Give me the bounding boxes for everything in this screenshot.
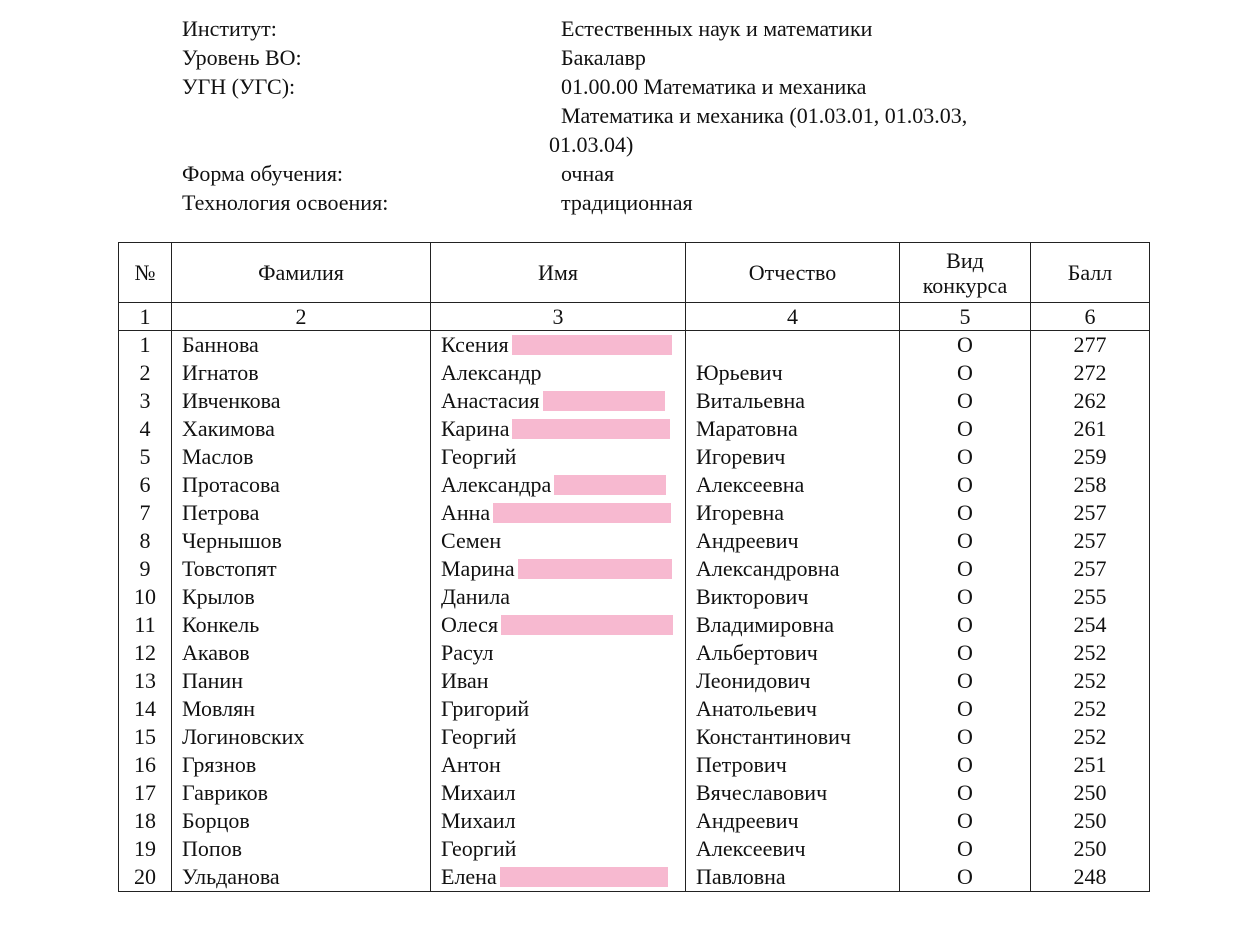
row-name-cell: [431, 415, 686, 443]
row-number: 14: [119, 695, 172, 723]
table-row: [119, 555, 1150, 583]
row-competition-type: О: [900, 471, 1031, 499]
row-surname: Грязнов: [172, 751, 431, 779]
row-number: 2: [119, 359, 172, 387]
row-score: 252: [1031, 667, 1150, 695]
row-name-cell: [431, 695, 686, 723]
row-competition-type: О: [900, 863, 1031, 892]
header-score: Балл: [1031, 243, 1150, 303]
row-name-cell: [431, 667, 686, 695]
row-name-cell: [431, 443, 686, 471]
row-number: 13: [119, 667, 172, 695]
row-surname: Ивченкова: [172, 387, 431, 415]
row-surname: Баннова: [172, 331, 431, 360]
row-name: Александра: [441, 472, 552, 497]
row-name: Михаил: [441, 780, 516, 805]
row-surname: Протасова: [172, 471, 431, 499]
row-score: 258: [1031, 471, 1150, 499]
row-patronymic: Альбертович: [686, 639, 900, 667]
row-name-cell: [431, 751, 686, 779]
form-label: Форма обучения:: [182, 161, 344, 186]
table-header-row: [119, 243, 1150, 303]
institute-label: Институт:: [182, 16, 277, 41]
redaction-mark: [554, 475, 666, 495]
row-name-cell: [431, 863, 686, 892]
row-surname: Петрова: [172, 499, 431, 527]
row-number: 16: [119, 751, 172, 779]
row-surname: Хакимова: [172, 415, 431, 443]
meta-row-form: [182, 159, 1082, 188]
row-competition-type: О: [900, 807, 1031, 835]
row-score: 257: [1031, 555, 1150, 583]
table-row: [119, 639, 1150, 667]
tech-value: традиционная: [561, 190, 693, 215]
row-surname: Маслов: [172, 443, 431, 471]
table-row: [119, 583, 1150, 611]
redaction-mark: [512, 335, 672, 355]
table-row: [119, 415, 1150, 443]
row-patronymic: Вячеславович: [686, 779, 900, 807]
row-number: 15: [119, 723, 172, 751]
column-number: 4: [686, 303, 900, 331]
row-surname: Борцов: [172, 807, 431, 835]
row-name-wrap: [441, 835, 685, 863]
table-row: [119, 695, 1150, 723]
row-surname: Крылов: [172, 583, 431, 611]
row-competition-type: О: [900, 695, 1031, 723]
row-score: 261: [1031, 415, 1150, 443]
row-name: Антон: [441, 752, 501, 777]
row-competition-type: О: [900, 527, 1031, 555]
row-name-cell: [431, 331, 686, 360]
row-name-cell: [431, 835, 686, 863]
row-number: 12: [119, 639, 172, 667]
row-name: Елена: [441, 864, 497, 889]
row-name-cell: [431, 583, 686, 611]
table-row: [119, 359, 1150, 387]
row-name-wrap: [441, 639, 685, 667]
row-patronymic: Игоревич: [686, 443, 900, 471]
row-number: 5: [119, 443, 172, 471]
row-name-wrap: [441, 527, 685, 555]
row-score: 250: [1031, 835, 1150, 863]
row-name-wrap: [441, 583, 685, 611]
table-row: [119, 443, 1150, 471]
row-surname: Гавриков: [172, 779, 431, 807]
row-score: 252: [1031, 723, 1150, 751]
row-competition-type: О: [900, 499, 1031, 527]
row-score: 248: [1031, 863, 1150, 892]
table-row: [119, 499, 1150, 527]
row-number: 17: [119, 779, 172, 807]
row-name-cell: [431, 723, 686, 751]
row-name-wrap: [441, 555, 685, 583]
row-surname: Ульданова: [172, 863, 431, 892]
row-number: 11: [119, 611, 172, 639]
row-score: 250: [1031, 807, 1150, 835]
table-row: [119, 863, 1150, 892]
row-name-cell: [431, 471, 686, 499]
row-patronymic: Алексеевич: [686, 835, 900, 863]
row-number: 18: [119, 807, 172, 835]
row-patronymic: Петрович: [686, 751, 900, 779]
row-name: Семен: [441, 528, 502, 553]
row-patronymic: Викторович: [686, 583, 900, 611]
row-number: 19: [119, 835, 172, 863]
row-patronymic: [686, 331, 900, 360]
row-name-cell: [431, 779, 686, 807]
row-name: Ксения: [441, 332, 509, 357]
row-score: 277: [1031, 331, 1150, 360]
header-competition-type: [900, 243, 1031, 303]
row-competition-type: О: [900, 555, 1031, 583]
row-name-wrap: [441, 331, 685, 359]
row-patronymic: Павловна: [686, 863, 900, 892]
row-name: Расул: [441, 640, 494, 665]
row-competition-type: О: [900, 751, 1031, 779]
row-patronymic: Юрьевич: [686, 359, 900, 387]
column-number-row: [119, 303, 1150, 331]
row-name-cell: [431, 639, 686, 667]
row-competition-type: О: [900, 723, 1031, 751]
table-row: [119, 527, 1150, 555]
row-score: 254: [1031, 611, 1150, 639]
meta-row-ugn-line2: [182, 101, 1082, 130]
row-name-cell: [431, 359, 686, 387]
row-name-cell: [431, 499, 686, 527]
header-num: №: [119, 243, 172, 303]
row-score: 252: [1031, 695, 1150, 723]
results-table: [118, 242, 1150, 892]
row-name: Георгий: [441, 724, 517, 749]
form-value: очная: [561, 161, 615, 186]
row-patronymic: Андреевич: [686, 527, 900, 555]
row-name-wrap: [441, 667, 685, 695]
row-name: Георгий: [441, 836, 517, 861]
row-name: Карина: [441, 416, 510, 441]
row-surname: Игнатов: [172, 359, 431, 387]
meta-row-level: [182, 43, 1082, 72]
ugn-label: УГН (УГС):: [182, 74, 296, 99]
table-row: [119, 723, 1150, 751]
row-name-wrap: [441, 807, 685, 835]
row-name-wrap: [441, 779, 685, 807]
row-score: 257: [1031, 499, 1150, 527]
row-patronymic: Константинович: [686, 723, 900, 751]
row-name-wrap: [441, 611, 685, 639]
table-row: [119, 331, 1150, 360]
row-name: Григорий: [441, 696, 530, 721]
column-number: 1: [119, 303, 172, 331]
row-score: 250: [1031, 779, 1150, 807]
row-patronymic: Маратовна: [686, 415, 900, 443]
table-row: [119, 807, 1150, 835]
row-name-cell: [431, 611, 686, 639]
row-surname: Панин: [172, 667, 431, 695]
row-patronymic: Александровна: [686, 555, 900, 583]
row-name-cell: [431, 807, 686, 835]
row-surname: Товстопят: [172, 555, 431, 583]
row-patronymic: Леонидович: [686, 667, 900, 695]
level-value: Бакалавр: [561, 45, 646, 70]
row-name-wrap: [441, 387, 685, 415]
row-competition-type: О: [900, 415, 1031, 443]
redaction-mark: [512, 419, 670, 439]
column-number: 5: [900, 303, 1031, 331]
row-patronymic: Витальевна: [686, 387, 900, 415]
column-number: 6: [1031, 303, 1150, 331]
row-name-wrap: [441, 499, 685, 527]
row-competition-type: О: [900, 639, 1031, 667]
header-type-line2: конкурса: [922, 272, 1008, 298]
header-name: Имя: [431, 243, 686, 303]
row-name-wrap: [441, 443, 685, 471]
header-surname: Фамилия: [172, 243, 431, 303]
row-name: Олеся: [441, 612, 499, 637]
row-name: Иван: [441, 668, 489, 693]
row-name-wrap: [441, 695, 685, 723]
row-patronymic: Алексеевна: [686, 471, 900, 499]
table-row: [119, 835, 1150, 863]
table-row: [119, 471, 1150, 499]
row-number: 6: [119, 471, 172, 499]
row-competition-type: О: [900, 331, 1031, 360]
row-score: 252: [1031, 639, 1150, 667]
tech-label: Технология освоения:: [182, 190, 389, 215]
row-competition-type: О: [900, 611, 1031, 639]
row-name-cell: [431, 527, 686, 555]
row-number: 1: [119, 331, 172, 360]
row-score: 255: [1031, 583, 1150, 611]
table-row: [119, 387, 1150, 415]
row-number: 3: [119, 387, 172, 415]
row-competition-type: О: [900, 387, 1031, 415]
row-patronymic: Анатольевич: [686, 695, 900, 723]
column-number: 2: [172, 303, 431, 331]
row-name-wrap: [441, 471, 685, 499]
redaction-mark: [501, 615, 673, 635]
row-name: Георгий: [441, 444, 517, 469]
row-competition-type: О: [900, 443, 1031, 471]
row-name: Марина: [441, 556, 515, 581]
row-surname: Чернышов: [172, 527, 431, 555]
row-score: 259: [1031, 443, 1150, 471]
row-name-wrap: [441, 751, 685, 779]
row-name: Анастасия: [441, 388, 540, 413]
row-competition-type: О: [900, 667, 1031, 695]
row-score: 262: [1031, 387, 1150, 415]
institute-value: Естественных наук и математики: [561, 16, 873, 41]
row-name-wrap: [441, 723, 685, 751]
row-patronymic: Игоревна: [686, 499, 900, 527]
row-score: 272: [1031, 359, 1150, 387]
row-competition-type: О: [900, 359, 1031, 387]
redaction-mark: [500, 867, 668, 887]
table-body: [119, 331, 1150, 892]
row-surname: Логиновских: [172, 723, 431, 751]
row-number: 4: [119, 415, 172, 443]
row-patronymic: Андреевич: [686, 807, 900, 835]
meta-row-tech: [182, 188, 1082, 217]
row-surname: Мовлян: [172, 695, 431, 723]
row-surname: Акавов: [172, 639, 431, 667]
column-number: 3: [431, 303, 686, 331]
row-competition-type: О: [900, 835, 1031, 863]
row-name: Данила: [441, 584, 511, 609]
table-row: [119, 779, 1150, 807]
row-number: 8: [119, 527, 172, 555]
row-number: 7: [119, 499, 172, 527]
ugn-value-line2: Математика и механика (01.03.01, 01.03.03,: [561, 103, 968, 128]
row-name: Александр: [441, 360, 542, 385]
meta-row-ugn: [182, 72, 1082, 101]
ugn-value: 01.00.00 Математика и механика: [561, 74, 867, 99]
row-name-wrap: [441, 863, 685, 891]
row-competition-type: О: [900, 583, 1031, 611]
header-type-line1: Вид: [946, 247, 984, 273]
row-patronymic: Владимировна: [686, 611, 900, 639]
document-metadata: [182, 14, 1082, 217]
redaction-mark: [518, 559, 672, 579]
meta-row-institute: [182, 14, 1082, 43]
table-row: [119, 611, 1150, 639]
row-score: 251: [1031, 751, 1150, 779]
redaction-mark: [493, 503, 671, 523]
level-label: Уровень ВО:: [182, 45, 302, 70]
row-surname: Конкель: [172, 611, 431, 639]
redaction-mark: [543, 391, 665, 411]
row-name-wrap: [441, 359, 685, 387]
row-surname: Попов: [172, 835, 431, 863]
table-row: [119, 667, 1150, 695]
row-number: 9: [119, 555, 172, 583]
row-name: Михаил: [441, 808, 516, 833]
table-row: [119, 751, 1150, 779]
row-number: 10: [119, 583, 172, 611]
row-name-wrap: [441, 415, 685, 443]
row-name: Анна: [441, 500, 491, 525]
row-score: 257: [1031, 527, 1150, 555]
row-name-cell: [431, 555, 686, 583]
row-number: 20: [119, 863, 172, 892]
ugn-value-line3: 01.03.04): [549, 132, 634, 157]
row-name-cell: [431, 387, 686, 415]
header-patronymic: Отчество: [686, 243, 900, 303]
ugn-spacer: [182, 101, 561, 130]
row-competition-type: О: [900, 779, 1031, 807]
